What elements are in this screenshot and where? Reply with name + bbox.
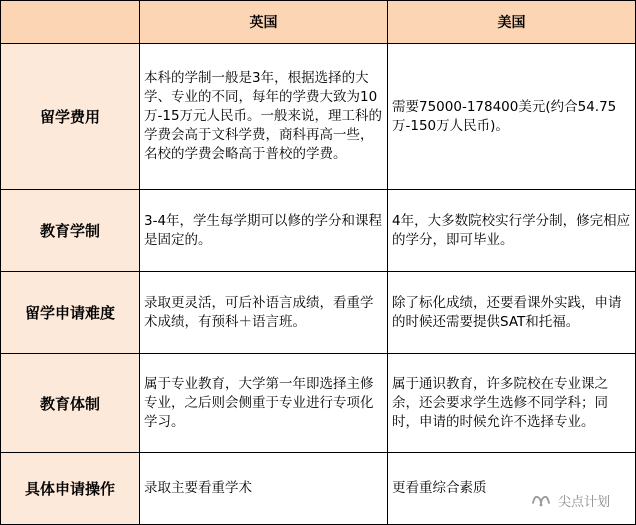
wechat-channel-icon (530, 490, 552, 510)
header-us-label: 美国 (497, 15, 526, 31)
uk-cell (140, 354, 388, 453)
us-cell-text: 除了标化成绩，还要看课外实践，申请的时候还需要提供SAT和托福。 (392, 294, 622, 330)
us-cell-text: 4年，大多数院校实行学分制，修完相应的学分，即可毕业。 (392, 212, 631, 248)
uk-cell-text: 属于专业教育，大学第一年即选择主修专业，之后则会侧重于专业进行专项化学习。 (144, 375, 374, 430)
uk-cell (140, 44, 388, 190)
us-cell (388, 190, 636, 272)
header-us-cell (388, 1, 636, 44)
header-uk-cell (140, 1, 388, 44)
row-label-cell (1, 190, 140, 272)
header-corner-cell (1, 1, 140, 44)
watermark (530, 488, 610, 512)
uk-cell-text: 3-4年，学生每学期可以修的学分和课程是固定的。 (144, 212, 383, 248)
uk-cell (140, 272, 388, 354)
uk-cell-text: 录取主要看重学术 (144, 480, 252, 496)
row-label-cell (1, 44, 140, 190)
row-label-cell (1, 453, 140, 525)
watermark-text: 尖点计划 (557, 494, 610, 510)
us-cell (388, 44, 636, 190)
uk-cell-text: 录取更灵活，可后补语言成绩，看重学术成绩，有预科＋语言班。 (144, 294, 374, 330)
header-corner-label (1, 1, 139, 43)
row-label: 教育学制 (39, 222, 100, 240)
row-label-cell (1, 272, 140, 354)
header-uk-label: 英国 (249, 15, 278, 31)
us-cell (388, 354, 636, 453)
row-label: 具体申请操作 (24, 480, 115, 498)
us-cell (388, 272, 636, 354)
uk-cell (140, 190, 388, 272)
us-cell-text: 更看重综合素质 (392, 480, 487, 496)
row-label: 留学申请难度 (24, 304, 115, 322)
row-label-cell (1, 354, 140, 453)
uk-cell (140, 453, 388, 525)
uk-cell-text: 本科的学制一般是3年，根据选择的大学、专业的不同，每年的学费大致为10万-15万元人民币。一般来说，理工科的学费会高于文科学费，商科再高一些，名校的学费会略高于普校的学费。 (144, 70, 383, 162)
row-label: 留学费用 (39, 108, 100, 126)
us-cell-text: 属于通识教育，许多院校在专业课之余，还会要求学生选修不同学科；同时，申请的时候允许不选择专业。 (392, 375, 608, 430)
row-label: 教育体制 (39, 394, 100, 413)
us-cell-text: 需要75000-178400美元(约合54.75万-150万人民币)。 (392, 98, 617, 134)
